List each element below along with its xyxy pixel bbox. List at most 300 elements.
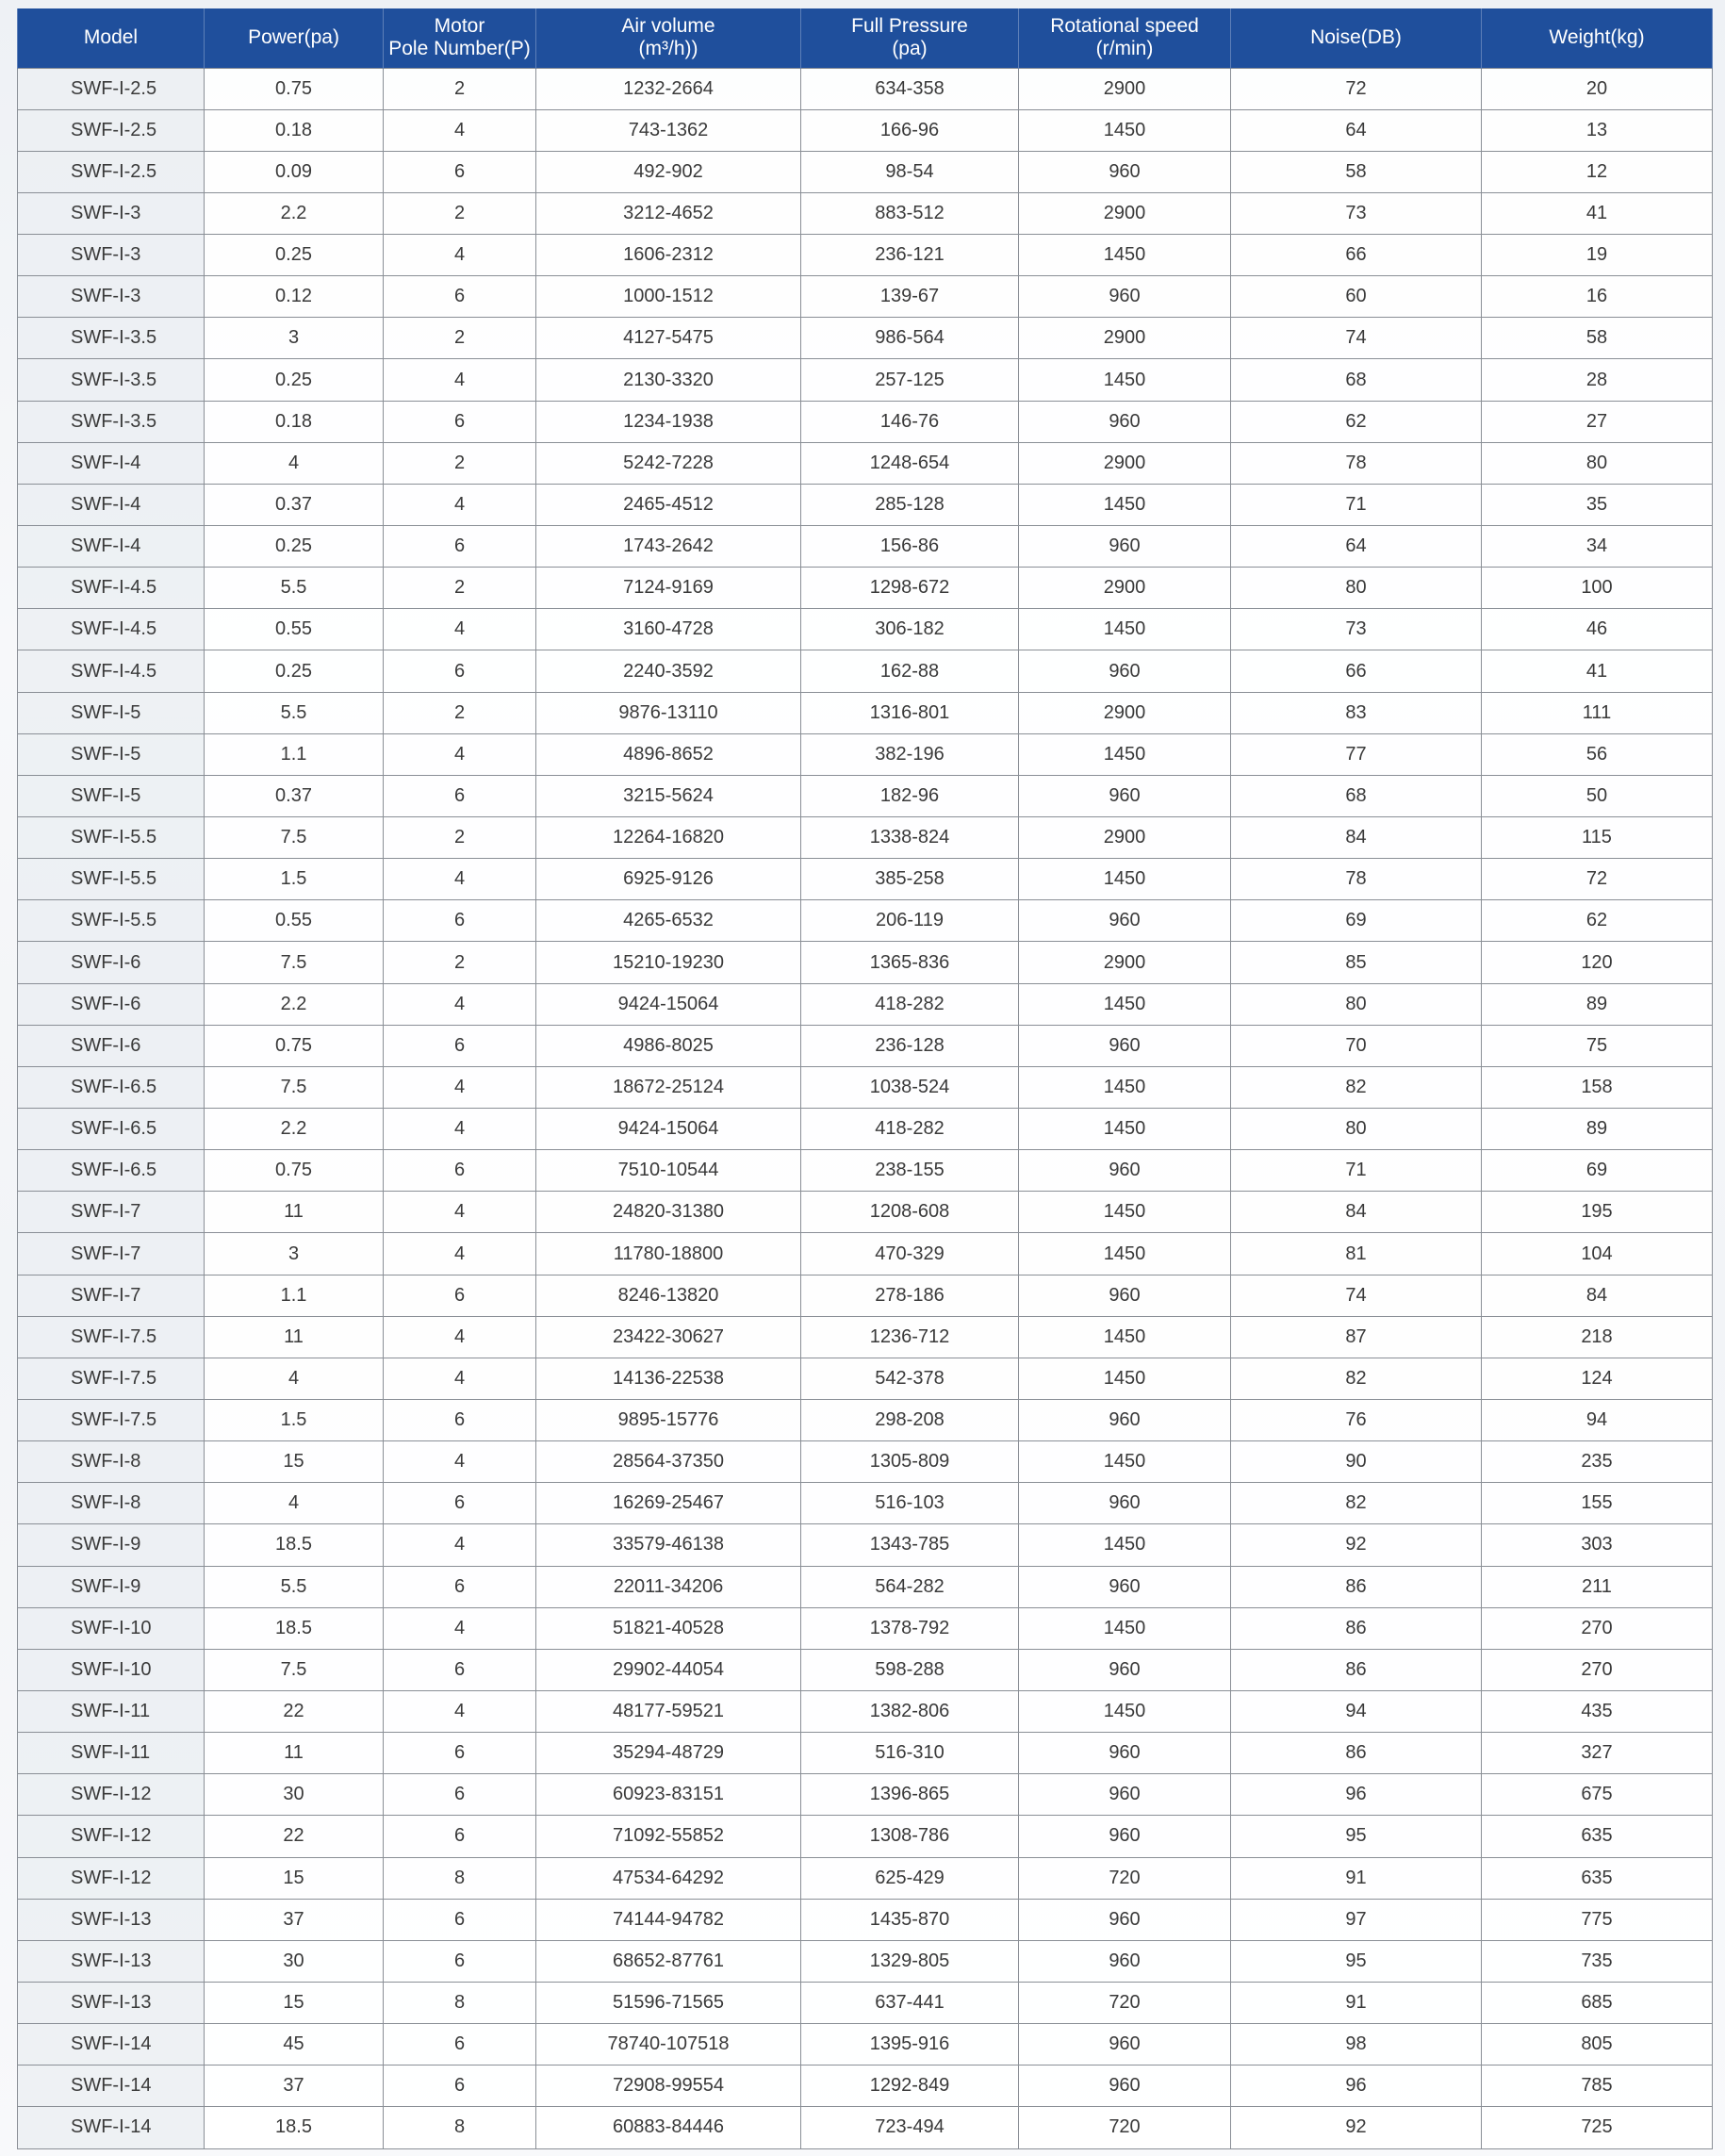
cell-power: 3	[205, 318, 384, 359]
cell-air-volume: 71092-55852	[536, 1816, 801, 1857]
cell-model: SWF-I-8	[18, 1441, 205, 1483]
cell-noise: 78	[1231, 859, 1482, 900]
cell-power: 0.37	[205, 484, 384, 525]
cell-model: SWF-I-7.5	[18, 1400, 205, 1441]
cell-rotational-speed: 2900	[1019, 692, 1231, 733]
cell-motor-pole-number: 4	[384, 484, 536, 525]
cell-noise: 74	[1231, 1275, 1482, 1316]
cell-motor-pole-number: 4	[384, 359, 536, 401]
cell-rotational-speed: 960	[1019, 1400, 1231, 1441]
cell-full-pressure: 470-329	[801, 1233, 1019, 1275]
cell-air-volume: 4127-5475	[536, 318, 801, 359]
cell-rotational-speed: 1450	[1019, 1066, 1231, 1108]
cell-power: 4	[205, 1483, 384, 1524]
table-row	[18, 650, 1713, 692]
cell-motor-pole-number: 6	[384, 775, 536, 816]
cell-air-volume: 60923-83151	[536, 1774, 801, 1816]
cell-air-volume: 68652-87761	[536, 1940, 801, 1982]
cell-rotational-speed: 1450	[1019, 1109, 1231, 1150]
table-row	[18, 484, 1713, 525]
cell-model: SWF-I-7.5	[18, 1358, 205, 1399]
cell-air-volume: 743-1362	[536, 109, 801, 151]
cell-air-volume: 48177-59521	[536, 1690, 801, 1732]
fan-specification-table	[17, 8, 1713, 2149]
cell-noise: 91	[1231, 1857, 1482, 1899]
table-row	[18, 733, 1713, 775]
cell-model: SWF-I-3	[18, 276, 205, 318]
cell-full-pressure: 1038-524	[801, 1066, 1019, 1108]
cell-full-pressure: 516-103	[801, 1483, 1019, 1524]
cell-full-pressure: 986-564	[801, 318, 1019, 359]
cell-motor-pole-number: 8	[384, 2107, 536, 2148]
cell-air-volume: 16269-25467	[536, 1483, 801, 1524]
table-row	[18, 1233, 1713, 1275]
cell-model: SWF-I-13	[18, 1982, 205, 2023]
cell-power: 0.37	[205, 775, 384, 816]
cell-motor-pole-number: 4	[384, 1233, 536, 1275]
cell-noise: 92	[1231, 1524, 1482, 1566]
cell-weight: 69	[1482, 1150, 1713, 1192]
cell-motor-pole-number: 2	[384, 318, 536, 359]
cell-weight: 211	[1482, 1566, 1713, 1607]
cell-noise: 94	[1231, 1690, 1482, 1732]
table-row	[18, 1982, 1713, 2023]
cell-model: SWF-I-5.5	[18, 900, 205, 942]
cell-full-pressure: 1378-792	[801, 1607, 1019, 1649]
cell-rotational-speed: 960	[1019, 1150, 1231, 1192]
cell-noise: 83	[1231, 692, 1482, 733]
cell-model: SWF-I-3.5	[18, 359, 205, 401]
cell-full-pressure: 625-429	[801, 1857, 1019, 1899]
column-header-label: Weight(kg)	[1549, 26, 1645, 49]
cell-power: 0.55	[205, 609, 384, 650]
cell-model: SWF-I-3	[18, 235, 205, 276]
cell-motor-pole-number: 6	[384, 900, 536, 942]
cell-weight: 84	[1482, 1275, 1713, 1316]
cell-model: SWF-I-4	[18, 526, 205, 568]
cell-noise: 86	[1231, 1607, 1482, 1649]
cell-air-volume: 5242-7228	[536, 442, 801, 484]
cell-full-pressure: 285-128	[801, 484, 1019, 525]
cell-weight: 20	[1482, 68, 1713, 109]
table-row	[18, 692, 1713, 733]
column-header-label: Noise(DB)	[1310, 26, 1402, 49]
cell-noise: 84	[1231, 1192, 1482, 1233]
cell-power: 0.18	[205, 401, 384, 442]
table-row	[18, 1275, 1713, 1316]
cell-motor-pole-number: 6	[384, 1649, 536, 1690]
cell-full-pressure: 156-86	[801, 526, 1019, 568]
cell-motor-pole-number: 6	[384, 1275, 536, 1316]
cell-power: 37	[205, 1899, 384, 1940]
cell-model: SWF-I-7.5	[18, 1316, 205, 1358]
cell-model: SWF-I-7	[18, 1192, 205, 1233]
cell-rotational-speed: 720	[1019, 1857, 1231, 1899]
cell-noise: 86	[1231, 1566, 1482, 1607]
cell-air-volume: 1232-2664	[536, 68, 801, 109]
cell-air-volume: 78740-107518	[536, 2024, 801, 2065]
cell-motor-pole-number: 2	[384, 68, 536, 109]
cell-noise: 69	[1231, 900, 1482, 942]
cell-noise: 87	[1231, 1316, 1482, 1358]
table-row	[18, 442, 1713, 484]
cell-noise: 80	[1231, 1109, 1482, 1150]
cell-weight: 104	[1482, 1233, 1713, 1275]
cell-power: 15	[205, 1441, 384, 1483]
cell-power: 18.5	[205, 1607, 384, 1649]
cell-motor-pole-number: 4	[384, 1192, 536, 1233]
cell-motor-pole-number: 4	[384, 609, 536, 650]
cell-motor-pole-number: 6	[384, 151, 536, 192]
cell-weight: 62	[1482, 900, 1713, 942]
table-header	[18, 8, 1713, 68]
table-row	[18, 2024, 1713, 2065]
cell-motor-pole-number: 8	[384, 1982, 536, 2023]
cell-air-volume: 2465-4512	[536, 484, 801, 525]
cell-air-volume: 2130-3320	[536, 359, 801, 401]
cell-air-volume: 3212-4652	[536, 192, 801, 234]
cell-model: SWF-I-3	[18, 192, 205, 234]
cell-air-volume: 23422-30627	[536, 1316, 801, 1358]
cell-motor-pole-number: 6	[384, 1816, 536, 1857]
cell-motor-pole-number: 6	[384, 650, 536, 692]
cell-rotational-speed: 2900	[1019, 568, 1231, 609]
cell-rotational-speed: 720	[1019, 2107, 1231, 2148]
cell-motor-pole-number: 4	[384, 1607, 536, 1649]
cell-noise: 96	[1231, 2065, 1482, 2107]
cell-noise: 66	[1231, 650, 1482, 692]
cell-power: 22	[205, 1816, 384, 1857]
header-row	[18, 8, 1713, 68]
cell-weight: 89	[1482, 1109, 1713, 1150]
cell-air-volume: 1743-2642	[536, 526, 801, 568]
cell-power: 0.25	[205, 235, 384, 276]
cell-air-volume: 3215-5624	[536, 775, 801, 816]
table-row	[18, 235, 1713, 276]
cell-noise: 91	[1231, 1982, 1482, 2023]
cell-full-pressure: 306-182	[801, 609, 1019, 650]
cell-noise: 86	[1231, 1733, 1482, 1774]
cell-model: SWF-I-6	[18, 942, 205, 983]
cell-motor-pole-number: 4	[384, 1690, 536, 1732]
cell-full-pressure: 278-186	[801, 1275, 1019, 1316]
cell-weight: 75	[1482, 1025, 1713, 1066]
cell-noise: 81	[1231, 1233, 1482, 1275]
cell-noise: 80	[1231, 568, 1482, 609]
table-row	[18, 983, 1713, 1025]
table-row	[18, 318, 1713, 359]
cell-model: SWF-I-3.5	[18, 401, 205, 442]
cell-noise: 66	[1231, 235, 1482, 276]
cell-rotational-speed: 960	[1019, 1733, 1231, 1774]
cell-power: 1.5	[205, 859, 384, 900]
cell-noise: 60	[1231, 276, 1482, 318]
cell-model: SWF-I-7	[18, 1275, 205, 1316]
cell-air-volume: 9895-15776	[536, 1400, 801, 1441]
cell-weight: 805	[1482, 2024, 1713, 2065]
cell-full-pressure: 418-282	[801, 1109, 1019, 1150]
cell-full-pressure: 166-96	[801, 109, 1019, 151]
cell-air-volume: 47534-64292	[536, 1857, 801, 1899]
table-row	[18, 1025, 1713, 1066]
cell-weight: 16	[1482, 276, 1713, 318]
cell-full-pressure: 206-119	[801, 900, 1019, 942]
cell-weight: 675	[1482, 1774, 1713, 1816]
cell-weight: 435	[1482, 1690, 1713, 1732]
cell-full-pressure: 236-121	[801, 235, 1019, 276]
cell-full-pressure: 1382-806	[801, 1690, 1019, 1732]
column-header-power	[205, 8, 384, 68]
cell-rotational-speed: 1450	[1019, 859, 1231, 900]
cell-motor-pole-number: 2	[384, 568, 536, 609]
cell-model: SWF-I-12	[18, 1816, 205, 1857]
cell-motor-pole-number: 6	[384, 1566, 536, 1607]
cell-rotational-speed: 960	[1019, 526, 1231, 568]
cell-power: 1.5	[205, 1400, 384, 1441]
cell-noise: 90	[1231, 1441, 1482, 1483]
table-row	[18, 2107, 1713, 2148]
cell-power: 22	[205, 1690, 384, 1732]
cell-model: SWF-I-11	[18, 1733, 205, 1774]
cell-noise: 92	[1231, 2107, 1482, 2148]
cell-noise: 71	[1231, 1150, 1482, 1192]
cell-rotational-speed: 960	[1019, 1899, 1231, 1940]
cell-rotational-speed: 1450	[1019, 1233, 1231, 1275]
cell-weight: 41	[1482, 192, 1713, 234]
cell-rotational-speed: 2900	[1019, 817, 1231, 859]
cell-air-volume: 9424-15064	[536, 983, 801, 1025]
cell-motor-pole-number: 2	[384, 692, 536, 733]
cell-model: SWF-I-7	[18, 1233, 205, 1275]
cell-full-pressure: 1208-608	[801, 1192, 1019, 1233]
cell-power: 0.25	[205, 359, 384, 401]
cell-model: SWF-I-6.5	[18, 1109, 205, 1150]
cell-model: SWF-I-5.5	[18, 859, 205, 900]
cell-power: 0.09	[205, 151, 384, 192]
table-row	[18, 900, 1713, 942]
cell-noise: 64	[1231, 109, 1482, 151]
cell-weight: 41	[1482, 650, 1713, 692]
cell-weight: 50	[1482, 775, 1713, 816]
cell-motor-pole-number: 2	[384, 442, 536, 484]
table-row	[18, 1316, 1713, 1358]
cell-motor-pole-number: 4	[384, 1316, 536, 1358]
cell-model: SWF-I-12	[18, 1857, 205, 1899]
cell-full-pressure: 1338-824	[801, 817, 1019, 859]
cell-weight: 56	[1482, 733, 1713, 775]
cell-motor-pole-number: 4	[384, 109, 536, 151]
cell-weight: 303	[1482, 1524, 1713, 1566]
cell-rotational-speed: 2900	[1019, 68, 1231, 109]
column-header-noise	[1231, 8, 1482, 68]
column-header-model	[18, 8, 205, 68]
cell-model: SWF-I-13	[18, 1899, 205, 1940]
cell-rotational-speed: 2900	[1019, 192, 1231, 234]
cell-rotational-speed: 960	[1019, 401, 1231, 442]
table-row	[18, 1400, 1713, 1441]
cell-model: SWF-I-5	[18, 692, 205, 733]
cell-model: SWF-I-5	[18, 775, 205, 816]
table-body	[18, 68, 1713, 2148]
cell-rotational-speed: 960	[1019, 151, 1231, 192]
cell-rotational-speed: 1450	[1019, 1607, 1231, 1649]
cell-air-volume: 15210-19230	[536, 942, 801, 983]
cell-rotational-speed: 960	[1019, 650, 1231, 692]
cell-rotational-speed: 1450	[1019, 1358, 1231, 1399]
cell-motor-pole-number: 6	[384, 1025, 536, 1066]
cell-noise: 73	[1231, 192, 1482, 234]
cell-weight: 635	[1482, 1857, 1713, 1899]
cell-rotational-speed: 960	[1019, 900, 1231, 942]
cell-motor-pole-number: 4	[384, 1358, 536, 1399]
cell-weight: 327	[1482, 1733, 1713, 1774]
cell-motor-pole-number: 6	[384, 1483, 536, 1524]
column-header-label: Power(pa)	[248, 26, 339, 49]
cell-power: 0.75	[205, 1150, 384, 1192]
cell-model: SWF-I-2.5	[18, 68, 205, 109]
cell-model: SWF-I-8	[18, 1483, 205, 1524]
table-row	[18, 1566, 1713, 1607]
table-row	[18, 1733, 1713, 1774]
cell-power: 30	[205, 1774, 384, 1816]
cell-full-pressure: 182-96	[801, 775, 1019, 816]
cell-rotational-speed: 960	[1019, 1025, 1231, 1066]
table-row	[18, 2065, 1713, 2107]
cell-power: 18.5	[205, 2107, 384, 2148]
cell-full-pressure: 139-67	[801, 276, 1019, 318]
cell-motor-pole-number: 4	[384, 235, 536, 276]
cell-rotational-speed: 1450	[1019, 109, 1231, 151]
cell-weight: 235	[1482, 1441, 1713, 1483]
column-header-rotational-speed	[1019, 8, 1231, 68]
cell-power: 18.5	[205, 1524, 384, 1566]
table-row	[18, 1109, 1713, 1150]
cell-air-volume: 7510-10544	[536, 1150, 801, 1192]
cell-power: 3	[205, 1233, 384, 1275]
cell-weight: 218	[1482, 1316, 1713, 1358]
cell-noise: 82	[1231, 1066, 1482, 1108]
cell-weight: 775	[1482, 1899, 1713, 1940]
cell-weight: 115	[1482, 817, 1713, 859]
cell-air-volume: 1606-2312	[536, 235, 801, 276]
column-header-sublabel: (m³/h))	[638, 38, 698, 60]
column-header-motor-pole-number	[384, 8, 536, 68]
cell-weight: 58	[1482, 318, 1713, 359]
cell-air-volume: 51821-40528	[536, 1607, 801, 1649]
cell-weight: 80	[1482, 442, 1713, 484]
cell-full-pressure: 564-282	[801, 1566, 1019, 1607]
cell-weight: 13	[1482, 109, 1713, 151]
cell-noise: 82	[1231, 1358, 1482, 1399]
cell-motor-pole-number: 6	[384, 276, 536, 318]
cell-air-volume: 1000-1512	[536, 276, 801, 318]
table-row	[18, 276, 1713, 318]
table-row	[18, 68, 1713, 109]
cell-air-volume: 51596-71565	[536, 1982, 801, 2023]
cell-weight: 100	[1482, 568, 1713, 609]
cell-air-volume: 2240-3592	[536, 650, 801, 692]
table-row	[18, 1857, 1713, 1899]
cell-model: SWF-I-4.5	[18, 568, 205, 609]
cell-weight: 72	[1482, 859, 1713, 900]
cell-air-volume: 4986-8025	[536, 1025, 801, 1066]
table-row	[18, 1358, 1713, 1399]
cell-model: SWF-I-14	[18, 2107, 205, 2148]
cell-rotational-speed: 960	[1019, 775, 1231, 816]
cell-motor-pole-number: 4	[384, 859, 536, 900]
cell-model: SWF-I-6	[18, 983, 205, 1025]
cell-air-volume: 28564-37350	[536, 1441, 801, 1483]
cell-weight: 155	[1482, 1483, 1713, 1524]
cell-noise: 62	[1231, 401, 1482, 442]
cell-air-volume: 72908-99554	[536, 2065, 801, 2107]
cell-weight: 124	[1482, 1358, 1713, 1399]
table-row	[18, 1649, 1713, 1690]
cell-rotational-speed: 960	[1019, 1774, 1231, 1816]
cell-motor-pole-number: 6	[384, 1940, 536, 1982]
cell-rotational-speed: 960	[1019, 276, 1231, 318]
cell-power: 30	[205, 1940, 384, 1982]
cell-noise: 70	[1231, 1025, 1482, 1066]
cell-noise: 84	[1231, 817, 1482, 859]
cell-power: 7.5	[205, 942, 384, 983]
cell-weight: 89	[1482, 983, 1713, 1025]
cell-weight: 12	[1482, 151, 1713, 192]
column-header-sublabel: Pole Number(P)	[388, 38, 531, 60]
cell-full-pressure: 637-441	[801, 1982, 1019, 2023]
cell-noise: 68	[1231, 775, 1482, 816]
table-row	[18, 1066, 1713, 1108]
cell-rotational-speed: 2900	[1019, 318, 1231, 359]
cell-motor-pole-number: 6	[384, 1400, 536, 1441]
cell-air-volume: 7124-9169	[536, 568, 801, 609]
cell-full-pressure: 1329-805	[801, 1940, 1019, 1982]
cell-power: 11	[205, 1733, 384, 1774]
cell-power: 15	[205, 1857, 384, 1899]
cell-noise: 58	[1231, 151, 1482, 192]
cell-full-pressure: 298-208	[801, 1400, 1019, 1441]
cell-motor-pole-number: 2	[384, 942, 536, 983]
cell-noise: 68	[1231, 359, 1482, 401]
cell-motor-pole-number: 6	[384, 1774, 536, 1816]
cell-weight: 735	[1482, 1940, 1713, 1982]
cell-noise: 76	[1231, 1400, 1482, 1441]
cell-power: 7.5	[205, 1649, 384, 1690]
cell-noise: 96	[1231, 1774, 1482, 1816]
cell-power: 0.75	[205, 68, 384, 109]
cell-model: SWF-I-12	[18, 1774, 205, 1816]
cell-power: 7.5	[205, 1066, 384, 1108]
cell-rotational-speed: 960	[1019, 1275, 1231, 1316]
cell-air-volume: 6925-9126	[536, 859, 801, 900]
cell-full-pressure: 634-358	[801, 68, 1019, 109]
table-row	[18, 1690, 1713, 1732]
cell-air-volume: 74144-94782	[536, 1899, 801, 1940]
cell-power: 4	[205, 1358, 384, 1399]
cell-air-volume: 4896-8652	[536, 733, 801, 775]
cell-full-pressure: 1298-672	[801, 568, 1019, 609]
cell-rotational-speed: 960	[1019, 1566, 1231, 1607]
cell-model: SWF-I-13	[18, 1940, 205, 1982]
cell-weight: 270	[1482, 1649, 1713, 1690]
column-header-air-volume	[536, 8, 801, 68]
cell-air-volume: 29902-44054	[536, 1649, 801, 1690]
table-row	[18, 151, 1713, 192]
cell-motor-pole-number: 6	[384, 2024, 536, 2065]
cell-air-volume: 1234-1938	[536, 401, 801, 442]
cell-motor-pole-number: 2	[384, 817, 536, 859]
cell-full-pressure: 1365-836	[801, 942, 1019, 983]
